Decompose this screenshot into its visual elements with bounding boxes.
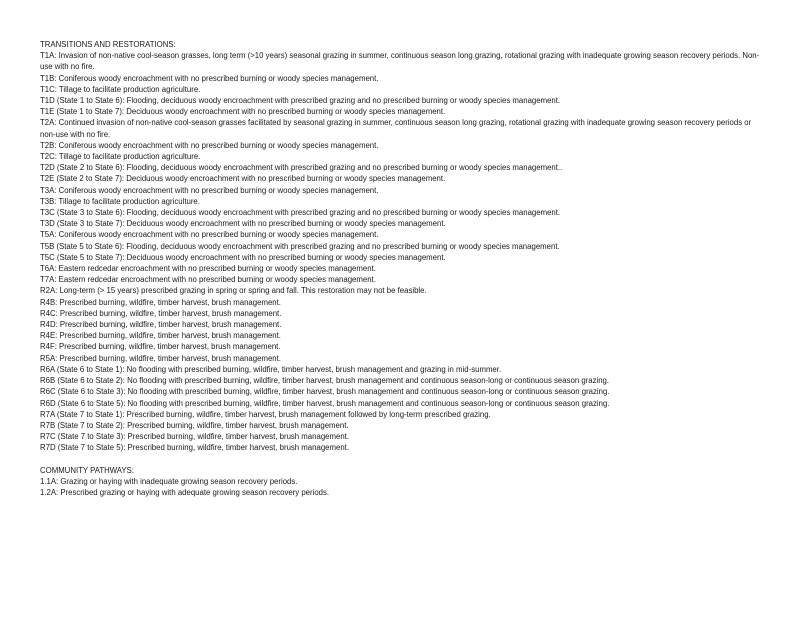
transition-entry: T6A: Eastern redcedar encroachment with no prescribed burning or woody species management. — [40, 264, 376, 274]
transition-entry: R4F: Prescribed burning, wildfire, timber harvest, brush management. — [40, 342, 281, 352]
transition-entry: T2A: Continued invasion of non-native cool-season grasses facilitated by seasonal grazing in summer, continuous season long grazing, rotational grazing with inadequate growing season recovery periods or non-use with no fire. — [40, 118, 752, 139]
transitions-section — [40, 39, 760, 454]
transition-entry: R4C: Prescribed burning, wildfire, timber harvest, brush management. — [40, 308, 282, 318]
transition-entry: T5C (State 5 to State 7): Deciduous woody encroachment with no prescribed burning or woody species management. — [40, 252, 446, 262]
transition-entry: R6B (State 6 to State 2): No flooding with prescribed burning, wildfire, timber harvest, brush management and continuous season-long or continuous season grazing. — [40, 376, 610, 386]
transition-entry: T2C: Tillage to facilitate production agriculture. — [40, 152, 201, 162]
transition-entry: T3D (State 3 to State 7): Deciduous woody encroachment with no prescribed burning or woody species management. — [40, 219, 446, 229]
community-pathways-list — [40, 476, 760, 498]
transition-entry: T3C (State 3 to State 6): Flooding, deciduous woody encroachment with prescribed grazing and no prescribed burning or woody species management. — [40, 208, 561, 218]
community-pathways-section — [40, 465, 760, 499]
transition-entry: T1E (State 1 to State 7): Deciduous woody encroachment with no prescribed burning or woody species management. — [40, 107, 446, 117]
transition-entry: R7C (State 7 to State 3): Prescribed burning, wildfire, timber harvest, brush management. — [40, 432, 349, 442]
transition-entry: T1D (State 1 to State 6): Flooding, deciduous woody encroachment with prescribed grazing and no prescribed burning or woody species management. — [40, 96, 561, 106]
transition-entry: T2D (State 2 to State 6): Flooding, deciduous woody encroachment with prescribed grazing and no prescribed burning or woody species management.. — [40, 163, 563, 173]
transition-entry: R6C (State 6 to State 3): No flooding with prescribed burning, wildfire, timber harvest, brush management and continuous season-long or continuous season grazing. — [40, 387, 610, 397]
community-pathways-heading: COMMUNITY PATHWAYS: — [40, 465, 134, 475]
transition-entry: R6A (State 6 to State 1): No flooding with prescribed burning, wildfire, timber harvest, brush management and grazing in mid-summer. — [40, 364, 502, 374]
transition-entry: R4E: Prescribed burning, wildfire, timber harvest, brush management. — [40, 331, 281, 341]
transition-entry: T2E (State 2 to State 7): Deciduous woody encroachment with no prescribed burning or woody species management. — [40, 174, 446, 184]
transition-entry: T1B: Coniferous woody encroachment with no prescribed burning or woody species management. — [40, 73, 379, 83]
transition-entry: T1C: Tillage to facilitate production agriculture. — [40, 84, 201, 94]
document-page — [40, 39, 760, 498]
transition-entry: R7B (State 7 to State 2): Prescribed burning, wildfire, timber harvest, brush management. — [40, 420, 349, 430]
transition-entry: R7A (State 7 to State 1): Prescribed burning, wildfire, timber harvest, brush management followed by long-term prescribed grazing. — [40, 409, 491, 419]
transition-entry: T5B (State 5 to State 6): Flooding, deciduous woody encroachment with prescribed grazing and no prescribed burning or woody species management. — [40, 241, 560, 251]
transitions-heading: TRANSITIONS AND RESTORATIONS: — [40, 40, 176, 49]
transition-entry: T7A: Eastern redcedar encroachment with no prescribed burning or woody species management. — [40, 275, 376, 285]
transition-entry: T3A: Coniferous woody encroachment with no prescribed burning or woody species management. — [40, 185, 379, 195]
pathway-entry: 1.1A: Grazing or haying with inadequate growing season recovery periods. — [40, 476, 298, 486]
transition-entry: R5A: Prescribed burning, wildfire, timber harvest, brush management. — [40, 353, 281, 363]
transition-entry: R4B: Prescribed burning, wildfire, timber harvest, brush management. — [40, 297, 281, 307]
transitions-list — [40, 50, 760, 453]
pathway-entry: 1.2A: Prescribed grazing or haying with adequate growing season recovery periods. — [40, 488, 330, 498]
transition-entry: T3B: Tillage to facilitate production agriculture. — [40, 196, 200, 206]
transition-entry: R6D (State 6 to State 5): No flooding with prescribed burning, wildfire, timber harvest, brush management and continuous season-long or continuous season grazing. — [40, 398, 610, 408]
transition-entry: R7D (State 7 to State 5): Prescribed burning, wildfire, timber harvest, brush management. — [40, 443, 349, 453]
transition-entry: R2A: Long-term (> 15 years) prescribed grazing in spring or spring and fall. This restoration may not be feasible. — [40, 286, 427, 296]
transition-entry: T5A: Coniferous woody encroachment with no prescribed burning or woody species management. — [40, 230, 379, 240]
transition-entry: T1A: Invasion of non-native cool-season grasses, long term (>10 years) seasonal grazing in summer, continuous season long grazing, rotational grazing with inadequate growing season recovery periods. Non-use with no fire. — [40, 51, 760, 72]
transition-entry: R4D: Prescribed burning, wildfire, timber harvest, brush management. — [40, 320, 282, 330]
transition-entry: T2B: Coniferous woody encroachment with no prescribed burning or woody species management. — [40, 140, 379, 150]
section-gap — [40, 454, 760, 465]
